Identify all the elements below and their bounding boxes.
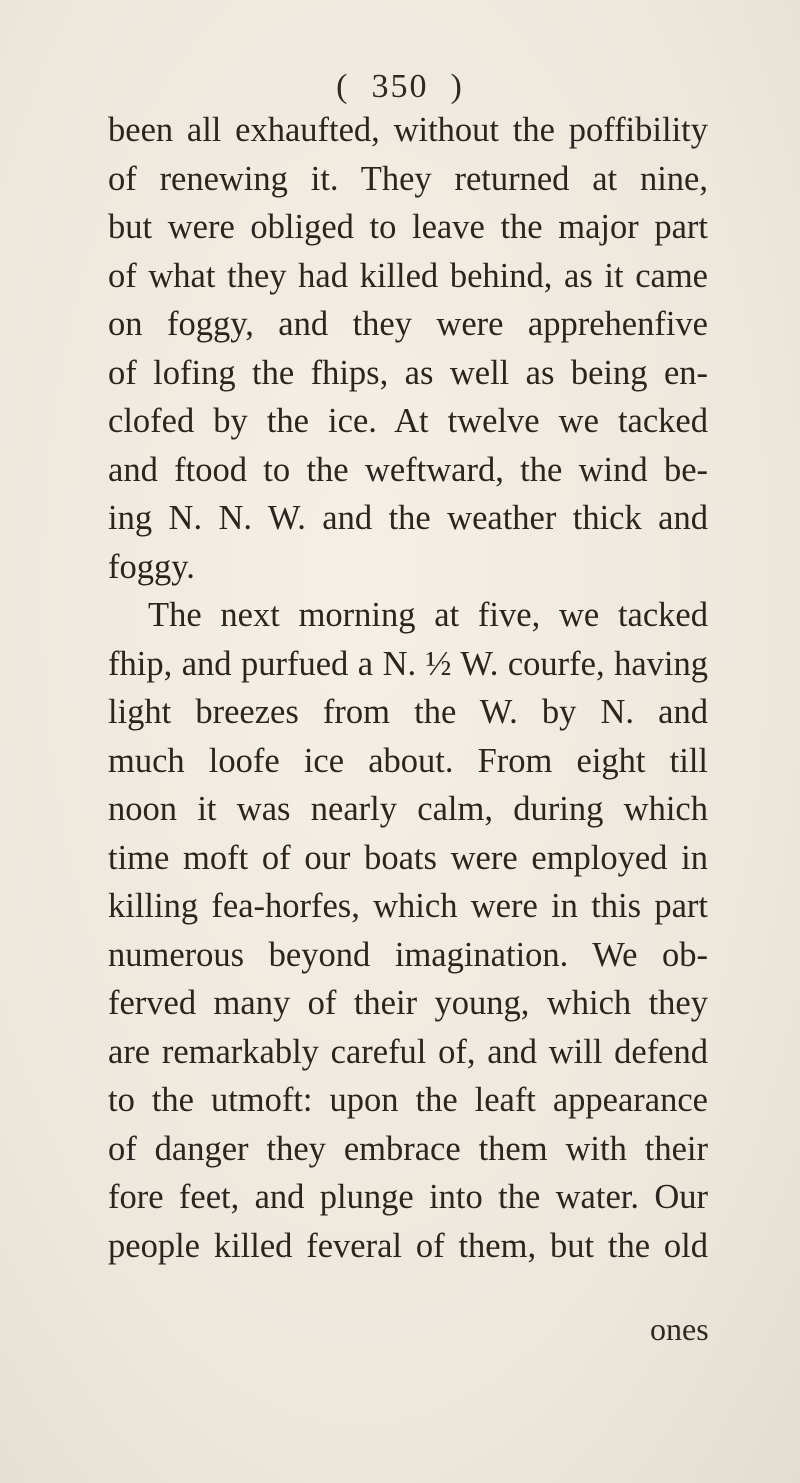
- text-line: been all exhaufted, without the poffibility: [108, 111, 708, 149]
- text-line: but were obliged to leave the major part: [108, 208, 708, 246]
- text-line: killing fea-horfes, which were in this part: [108, 887, 708, 925]
- page-header: [0, 68, 800, 106]
- text-line: time moft of our boats were employed in: [108, 838, 708, 877]
- page-number-open-paren: (: [336, 68, 350, 105]
- text-line: foggy.: [108, 547, 195, 586]
- body-text: [108, 106, 708, 1270]
- text-line: to the utmoft: upon the leaft appearance: [108, 1081, 708, 1119]
- text-line: are remarkably careful of, and will defend: [108, 1032, 708, 1071]
- text-line: light breezes from the W. by N. and: [108, 693, 708, 731]
- text-line: of renewing it. They returned at nine,: [108, 159, 708, 198]
- text-line: of danger they embrace them with their: [108, 1129, 708, 1168]
- text-line: fore feet, and plunge into the water. Our: [108, 1178, 708, 1216]
- page-number-close-paren: ): [450, 68, 464, 105]
- text-line: noon it was nearly calm, during which: [108, 790, 708, 828]
- text-line: much loofe ice about. From eight till: [108, 741, 708, 780]
- text-line: of what they had killed behind, as it came: [108, 256, 708, 295]
- text-line: of lofing the fhips, as well as being en-: [108, 353, 708, 392]
- text-line: ing N. N. W. and the weather thick and: [108, 499, 708, 537]
- text-line: fhip, and purfued a N. ½ W. courfe, having: [108, 644, 708, 683]
- text-line: people killed feveral of them, but the old: [108, 1226, 708, 1265]
- catchword: ones: [650, 1311, 709, 1347]
- text-line: on foggy, and they were apprehenfive: [108, 305, 708, 343]
- text-line: The next morning at five, we tacked: [148, 596, 708, 634]
- text-line: ferved many of their young, which they: [108, 984, 708, 1022]
- page-number: 350: [371, 68, 429, 105]
- text-line: numerous beyond imagination. We ob-: [108, 935, 708, 974]
- text-line: and ftood to the weftward, the wind be-: [108, 450, 708, 489]
- text-line: clofed by the ice. At twelve we tacked: [108, 402, 708, 440]
